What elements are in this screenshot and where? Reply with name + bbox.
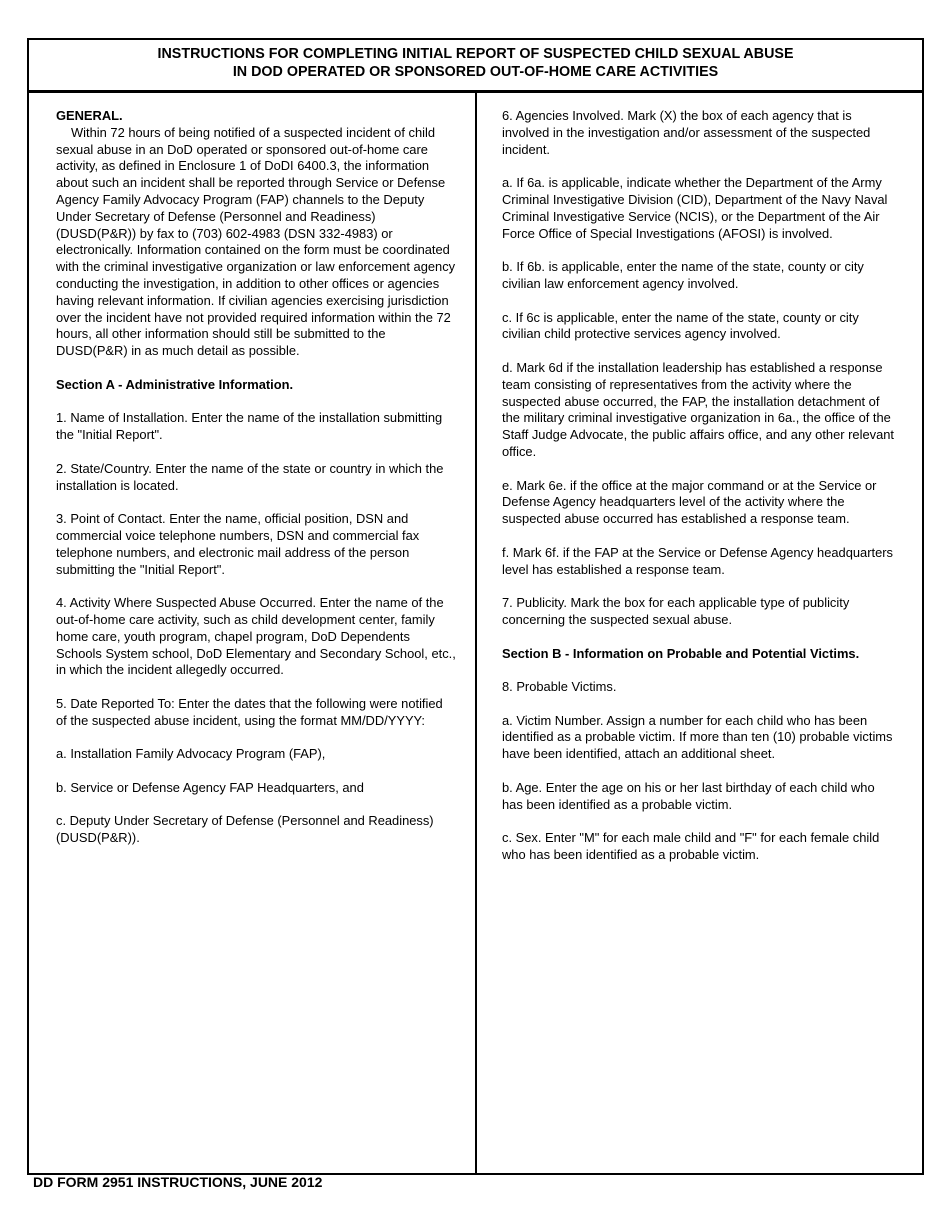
instruction-item-8c: c. Sex. Enter "M" for each male child and "F" for each female child who has been identified as a probable victim. bbox=[502, 830, 880, 863]
instruction-item-3: 3. Point of Contact. Enter the name, official position, DSN and commercial voice telephone numbers, DSN and commercial fax telephone numbers, and electronic mail address of the person submitting the "Initial Report". bbox=[56, 511, 420, 577]
instruction-item-5: 5. Date Reported To: Enter the dates that the following were notified of the suspected abuse incident, using the format MM/DD/YYYY: bbox=[56, 695, 443, 728]
instruction-item-6a: a. If 6a. is applicable, indicate whether the Department of the Army Criminal Investigative Division (CID), Department of the Navy Naval Criminal Investigative Service (NCIS), or the Department of the Air Force Office of Special Investigations (AFOSI) is involved. bbox=[502, 175, 888, 241]
instruction-item-6e: e. Mark 6e. if the office at the major command or at the Service or Defense Agency headquarters level of the activity where the suspected abuse occurred has established a response team. bbox=[502, 477, 877, 527]
form-frame bbox=[27, 38, 924, 1175]
instruction-item-6d: d. Mark 6d if the installation leadership has established a response team consisting of representatives from the activity where the suspected abuse occurred, the FAP, the installation detachment of the military criminal investigative organization in 6a., the office of the Staff Judge Advocate, the public affairs office, and any other relevant office. bbox=[502, 359, 894, 459]
left-column bbox=[56, 108, 456, 864]
instruction-item-6b: b. If 6b. is applicable, enter the name of the state, county or city civilian law enforcement agency involved. bbox=[502, 259, 864, 291]
right-column bbox=[502, 108, 897, 881]
instruction-item-7: 7. Publicity. Mark the box for each applicable type of publicity concerning the suspected sexual abuse. bbox=[502, 595, 850, 627]
section-b-heading: Section B - Information on Probable and Potential Victims. bbox=[502, 645, 860, 661]
column-divider bbox=[475, 91, 477, 1175]
instruction-item-2: 2. State/Country. Enter the name of the state or country in which the installation is located. bbox=[56, 460, 444, 493]
instruction-item-6c: c. If 6c is applicable, enter the name of the state, county or city civilian child protective services agency involved. bbox=[502, 309, 859, 342]
instruction-item-1: 1. Name of Installation. Enter the name of the installation submitting the "Initial Report". bbox=[56, 410, 443, 443]
instruction-item-5c: c. Deputy Under Secretary of Defense (Personnel and Readiness) (DUSD(P&R)). bbox=[56, 813, 434, 846]
instruction-item-5b: b. Service or Defense Agency FAP Headquarters, and bbox=[56, 779, 364, 795]
instruction-item-8a: a. Victim Number. Assign a number for each child who has been identified as a probable victim. If more than ten (10) probable victims have been identified, attach an additional sheet. bbox=[502, 712, 893, 762]
header-title-line-2: IN DOD OPERATED OR SPONSORED OUT-OF-HOME CARE ACTIVITIES bbox=[232, 64, 719, 80]
form-footer: DD FORM 2951 INSTRUCTIONS, JUNE 2012 bbox=[33, 1174, 323, 1190]
general-text: Within 72 hours of being notified of a suspected incident of child sexual abuse in an DoD operated or sponsored out-of-home care activity, as defined in Enclosure 1 of DoDI 6400.3, the information about such an incident shall be reported through Service or Defense Agency Family Advocacy Program (FAP) channels to the Deputy Under Secretary of Defense (Personnel and Readiness) (DUSD(P&R)) by fax to (703) 602-4983 (DSN 332-4983) or electronically. Information contained on the form must be coordinated with the criminal investigative organization or law enforcement agency conducting the investigation, in addition to other offices or agencies having relevant information. If civilian agencies exercising jurisdiction over the incident have not provided required information within the 72 hours, all other information should still be submitted to the DUSD(P&R) in as much detail as possible. bbox=[56, 124, 456, 359]
instruction-item-6: 6. Agencies Involved. Mark (X) the box of each agency that is involved in the investigation and/or assessment of the suspected incident. bbox=[502, 108, 871, 157]
general-paragraph bbox=[56, 125, 456, 360]
instruction-item-4: 4. Activity Where Suspected Abuse Occurred. Enter the name of the out-of-home care activity, such as child development center, family home care, youth program, chapel program, DoD Dependents Schools System school, DoD Elementary and Secondary School, etc., in which the incident allegedly occurred. bbox=[56, 595, 456, 678]
instruction-item-6f: f. Mark 6f. if the FAP at the Service or Defense Agency headquarters level has established a response team. bbox=[502, 544, 893, 577]
header-title-line-1: INSTRUCTIONS FOR COMPLETING INITIAL REPORT OF SUSPECTED CHILD SEXUAL ABUSE bbox=[157, 46, 794, 62]
instruction-item-8b: b. Age. Enter the age on his or her last birthday of each child who has been identified as a probable victim. bbox=[502, 779, 875, 812]
instruction-item-8: 8. Probable Victims. bbox=[502, 679, 617, 695]
form-header bbox=[29, 40, 922, 93]
section-a-heading: Section A - Administrative Information. bbox=[56, 376, 294, 392]
general-heading: GENERAL. bbox=[56, 108, 123, 123]
instruction-item-5a: a. Installation Family Advocacy Program (FAP), bbox=[56, 746, 326, 762]
